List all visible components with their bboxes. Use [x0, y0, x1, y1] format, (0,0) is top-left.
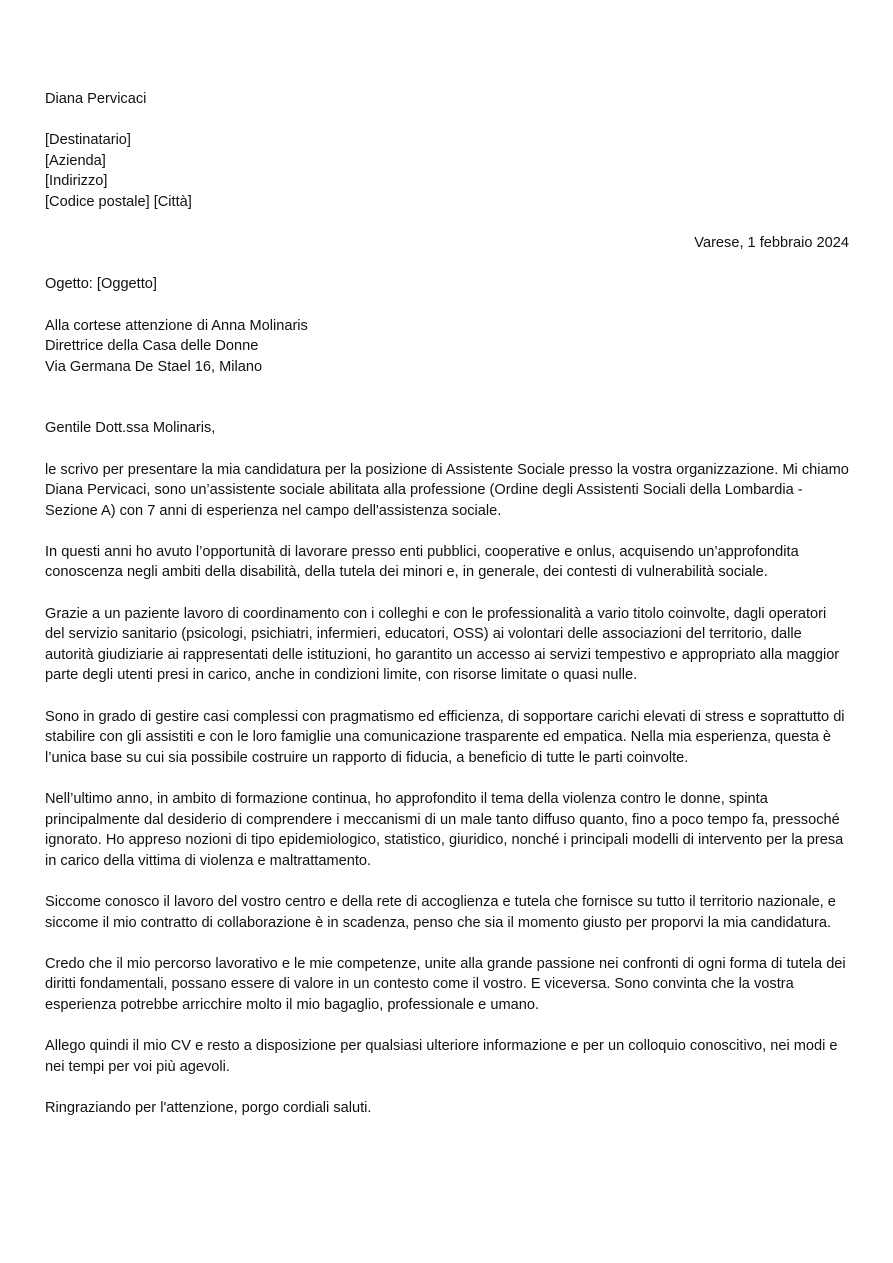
body-paragraph: In questi anni ho avuto l’opportunità di lavorare presso enti pubblici, cooperative e onlus, acquisendo un’approfondita conoscenza negli ambiti della disabilità, della tutela dei minori e, in generale, dei contesti di vulnerabilità sociale. [45, 543, 799, 581]
spacer [45, 1077, 849, 1098]
spacer [45, 1016, 849, 1037]
body-paragraph: le scrivo per presentare la mia candidatura per la posizione di Assistente Sociale presso la vostra organizzazione. Mi chiamo Diana Pervicaci, sono un’assistente sociale abilitata alla professione (Ordine degli Assistenti Sociali della Lombardia - Sezione A) con 7 anni di esperienza nel campo dell'assistenza sociale. [45, 461, 849, 519]
body-paragraph: Grazie a un paziente lavoro di coordinamento con i colleghi e con le professionalità a vario titolo coinvolte, dagli operatori del servizio sanitario (psicologi, psichiatri, infermieri, educatori, OSS) ai volontari delle associazioni del territorio, dalle autorità giudiziarie ai rappresentati delle istituzioni, ho garantito un accesso ai servizi tempestivo e appropriato alla maggior parte degli utenti presi in carico, anche in condizioni limite, con risorse limitate o quasi nulle. [45, 605, 840, 684]
recipient-address: [Indirizzo] [45, 173, 108, 190]
letter-subject: Ogetto: [Oggetto] [45, 276, 157, 293]
body-paragraph: Siccome conosco il lavoro del vostro centro e della rete di accoglienza e tutela che fornisce su tutto il territorio nazionale, e siccome il mio contratto di collaborazione è in scadenza, penso che sia il momento giusto per proporvi la mia candidatura. [45, 893, 836, 931]
recipient-block [45, 130, 849, 212]
spacer [45, 933, 849, 954]
body-paragraph: Nell’ultimo anno, in ambito di formazione continua, ho approfondito il tema della violenza contro le donne, spinta principalmente dal desiderio di comprendere i meccanismi di un male tanto diffuso quanto, fino a poco tempo fa, pressoché ignorato. Ho appreso nozioni di tipo epidemiologico, statistico, giuridico, nonché i principali modelli di intervento per la presa in carico della vittima di violenza e maltrattamento. [45, 791, 844, 869]
spacer [45, 686, 849, 707]
letter-date: Varese, 1 febbraio 2024 [694, 235, 849, 252]
spacer [45, 377, 849, 418]
spacer [45, 254, 849, 275]
letter-page [45, 89, 849, 1119]
spacer [45, 439, 849, 460]
attention-line: Alla cortese attenzione di Anna Molinaris [45, 317, 308, 334]
spacer [45, 295, 849, 316]
spacer [45, 110, 849, 131]
salutation: Gentile Dott.ssa Molinaris, [45, 420, 216, 437]
recipient-postal-city: [Codice postale] [Città] [45, 193, 192, 210]
spacer [45, 521, 849, 542]
spacer [45, 768, 849, 789]
sender-name: Diana Pervicaci [45, 91, 147, 107]
attention-block [45, 316, 849, 378]
closing-line: Ringraziando per l'attenzione, porgo cordiali saluti. [45, 1099, 372, 1116]
spacer [45, 871, 849, 892]
body-paragraph: Sono in grado di gestire casi complessi con pragmatismo ed efficienza, di sopportare carichi elevati di stress e soprattutto di stabilire con gli assistiti e con le loro famiglie una comunicazione trasparente ed empatica. Nella mia esperienza, questa è l’unica base su cui sia possibile costruire un rapporto di fiducia, a beneficio di tutte le parti coinvolte. [45, 708, 845, 766]
attention-role: Direttrice della Casa delle Donne [45, 338, 259, 355]
recipient-name: [Destinatario] [45, 132, 131, 149]
recipient-company: [Azienda] [45, 152, 106, 169]
body-paragraph: Allego quindi il mio CV e resto a disposizione per qualsiasi ulteriore informazione e per un colloquio conoscitivo, nei modi e nei tempi per voi più agevoli. [45, 1038, 838, 1075]
spacer [45, 583, 849, 604]
body-paragraph: Credo che il mio percorso lavorativo e le mie competenze, unite alla grande passione nei confronti di ogni forma di tutela dei diritti fondamentali, possano essere di valore in un contesto come il vostro. E viceversa. Sono convinta che la vostra esperienza potrebbe arricchire molto il mio bagaglio, professionale e umano. [45, 955, 846, 1013]
spacer [45, 213, 849, 234]
attention-address: Via Germana De Stael 16, Milano [45, 358, 263, 375]
